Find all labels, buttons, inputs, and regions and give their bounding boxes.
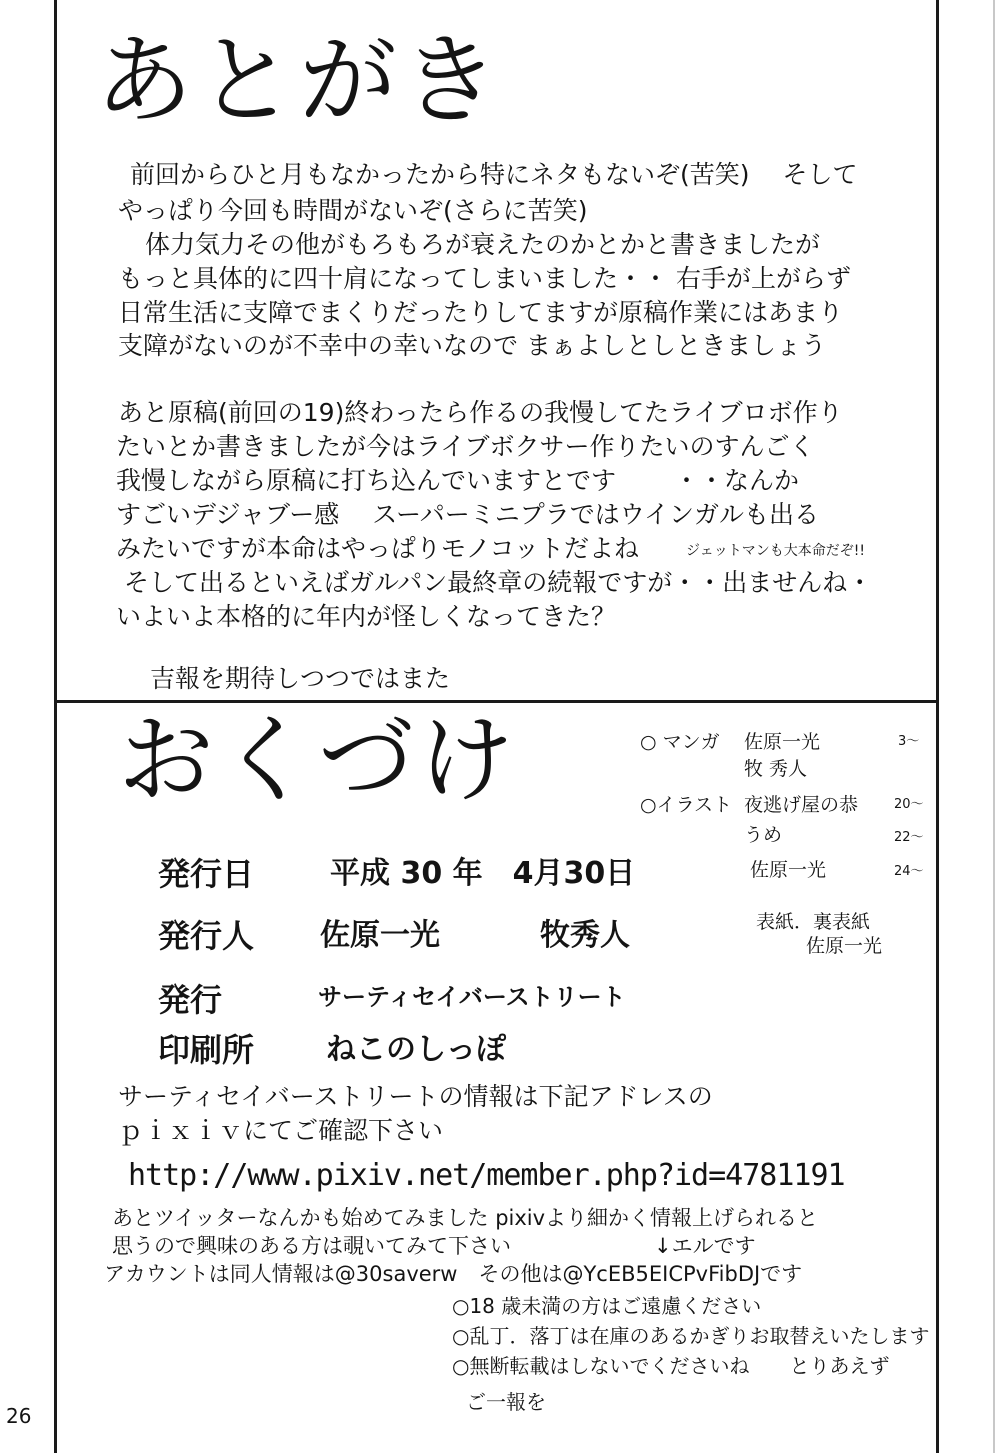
printer-label: 印刷所 — [158, 1031, 255, 1069]
credit-name-manga-2: 牧 秀人 — [744, 758, 808, 780]
publisher-label: 発行人 — [158, 917, 255, 955]
afterword-line-13: いよいよ本格的に年内が怪しくなってきた？ — [116, 602, 617, 631]
afterword-heading: あとがき — [95, 24, 504, 138]
notice-reprint: ○無断転載はしないでくださいね とりあえず — [452, 1354, 890, 1378]
afterword-line-12: そして出るといえばガルパン最終章の続報ですが・・出ませんね・ — [124, 568, 873, 597]
info-line-2: ｐｉｘｉｖにてご確認下さい — [118, 1116, 444, 1145]
credit-name-illust-1: 夜逃げ屋の恭 — [744, 794, 859, 816]
page-edge — [993, 0, 995, 1453]
page-number: 26 — [6, 1404, 32, 1428]
cover-credit-label: 表紙．裏表紙 — [756, 911, 871, 933]
afterword-line-7: あと原稿(前回の19)終わったら作るの我慢してたライブロボ作り — [118, 398, 843, 427]
page-border-right — [936, 0, 939, 1453]
notice-defects: ○乱丁．落丁は在庫のあるかぎりお取替えいたします — [452, 1324, 930, 1348]
notice-report: ご一報を — [466, 1390, 546, 1414]
page-border-left — [54, 0, 57, 1453]
twitter-line-3: アカウントは同人情報は@30saverw その他は@YcEB5EICPvFibDJです — [104, 1262, 803, 1286]
printer-name: ねこのしっぽ — [326, 1032, 506, 1067]
cover-credit-name: 佐原一光 — [806, 935, 883, 957]
twitter-note: ↓エルです — [654, 1234, 756, 1258]
twitter-line-2: 思うので興味のある方は覗いてみて下さい — [112, 1234, 511, 1258]
afterword-line-10: すごいデジャブー感 スーパーミニプラではウインガルも出る — [116, 500, 819, 529]
afterword-line-4: もっと具体的に四十肩になってしまいました・・ 右手が上がらず — [118, 264, 851, 293]
publisher-name-1: 佐原一光 — [320, 918, 440, 953]
credit-page-illust-3: 24～ — [894, 864, 924, 879]
circle-label: 発行 — [158, 981, 223, 1019]
afterword-line-3: 体力気力その他がもろもろが衰えたのかとかと書きましたが — [120, 230, 821, 259]
circle-name: サーティセイバーストリート — [318, 983, 626, 1011]
afterword-aside: ジェットマンも大本命だぞ!! — [686, 543, 865, 559]
credit-role-manga: ○ マンガ — [640, 731, 720, 753]
afterword-line-6: 支障がないのが不幸中の幸いなので まぁよしとしときましょう — [118, 331, 826, 360]
afterword-line-8: たいとか書きましたが今はライブボクサー作りたいのすんごく — [116, 432, 815, 461]
credit-name-illust-2: うめ — [744, 824, 783, 846]
section-divider — [54, 700, 939, 703]
credit-role-illust: ○イラスト — [640, 794, 733, 816]
afterword-closing: 吉報を期待しつつではまた — [150, 664, 451, 693]
info-line-1: サーティセイバーストリートの情報は下記アドレスの — [118, 1082, 713, 1111]
credit-name-manga-1: 佐原一光 — [744, 731, 821, 753]
pixiv-url[interactable]: http://www.pixiv.net/member.php?id=4781191 — [128, 1158, 845, 1193]
afterword-line-2: やっぱり今回も時間がないぞ(さらに苦笑) — [118, 196, 588, 225]
credit-page-illust-2: 22～ — [894, 830, 924, 845]
publisher-name-2: 牧秀人 — [540, 918, 630, 953]
colophon-heading: おくづけ — [118, 704, 518, 816]
twitter-line-1: あとツイッターなんかも始めてみました pixivより細かく情報上げられると — [112, 1206, 819, 1230]
credit-page-manga: 3～ — [898, 734, 920, 749]
credit-name-illust-3: 佐原一光 — [750, 859, 827, 881]
issue-date: 平成 30 年 4月30日 — [330, 856, 636, 891]
credit-page-illust-1: 20～ — [894, 797, 924, 812]
afterword-line-5: 日常生活に支障でまくりだったりしてますが原稿作業にはあまり — [118, 298, 844, 327]
afterword-line-9: 我慢しながら原稿に打ち込んでいますとです ・・なんか — [116, 466, 799, 495]
issue-date-label: 発行日 — [158, 855, 255, 893]
notice-age: ○18 歳未満の方はご遠慮ください — [452, 1294, 762, 1318]
afterword-line-1: 前回からひと月もなかったから特にネタもないぞ(苦笑) そして — [130, 160, 858, 189]
afterword-line-11: みたいですが本命はやっぱりモノコットだよね — [116, 534, 640, 563]
